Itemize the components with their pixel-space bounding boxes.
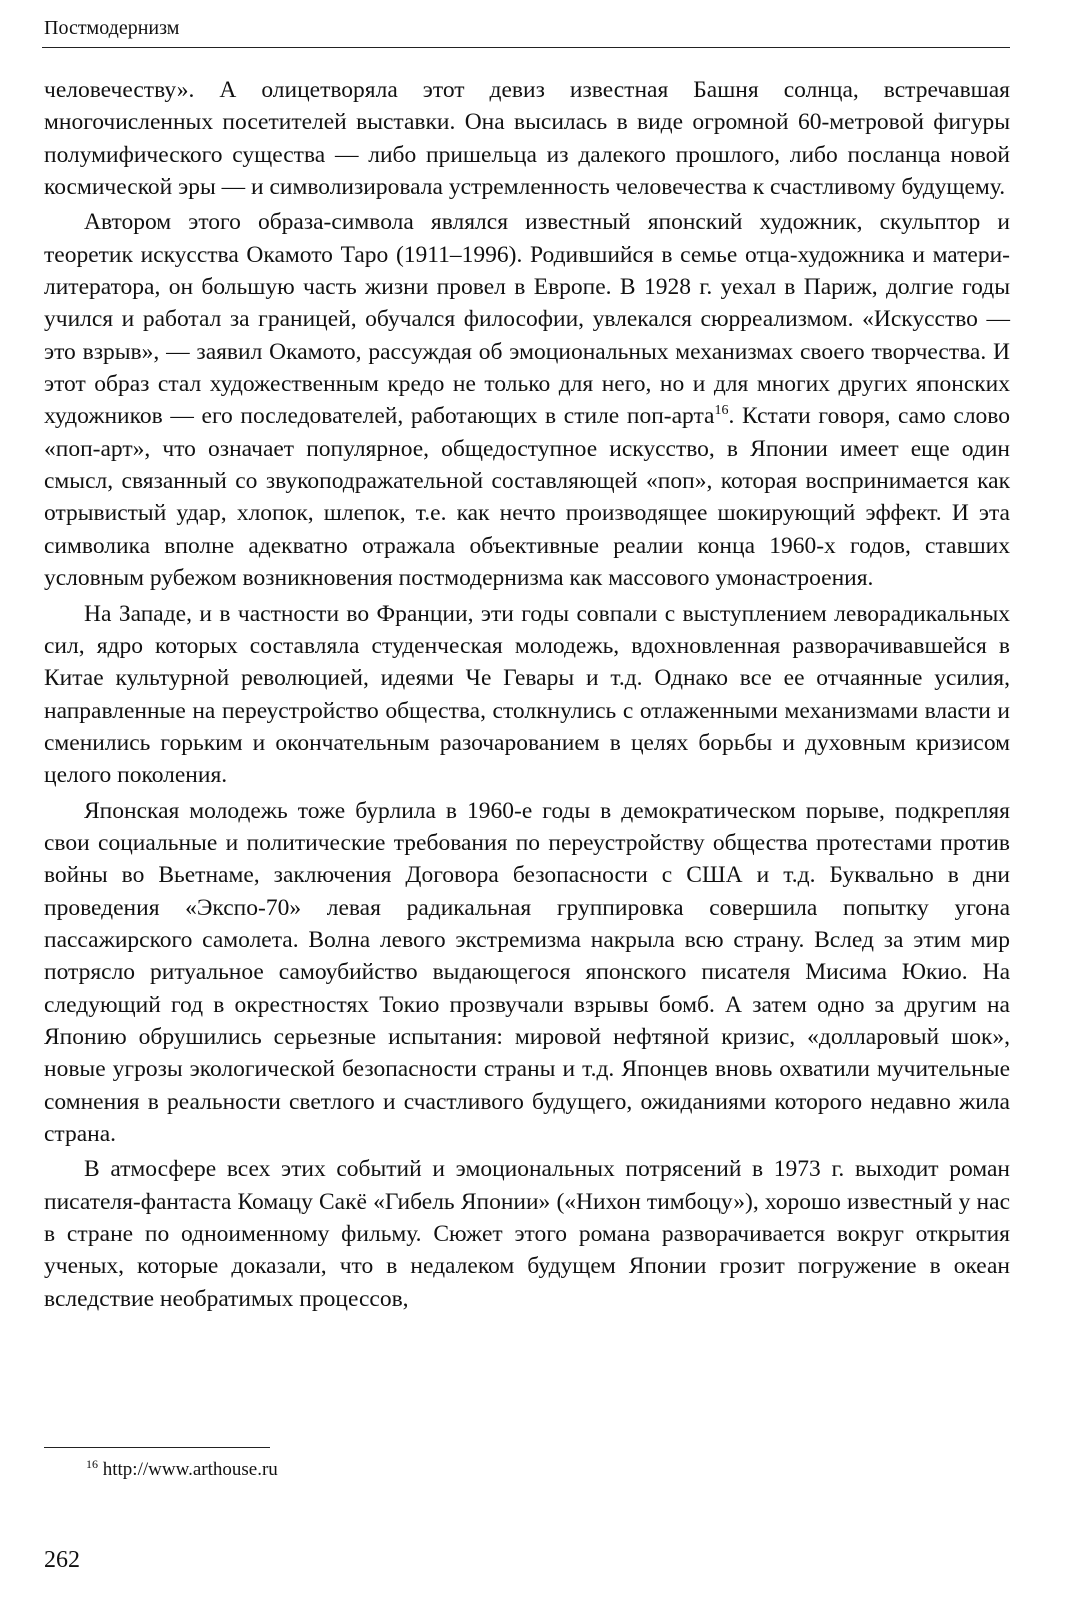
paragraph-5: В атмосфере всех этих событий и эмоциональных потрясений в 1973 г. выходит роман писателя-фантаста Комацу Сакё «Гибель Японии» («Нихон тимбоцу»), хорошо известный у нас в стране по одноименному фильму. Сюжет этого романа разворачивается вокруг открытия ученых, которые доказали, что в недалеком будущем Японии грозит погружение в океан вследствие необратимых процессов, [44,1156,1010,1312]
footnote-number: 16 [86,1457,98,1471]
body-text [44,74,1010,1315]
paragraph-3: На Западе, и в частности во Франции, эти годы совпали с выступлением леворадикальных сил, ядро которых составляла студенческая молодежь, вдохновленная разворачивавшейся в Китае культурной революцией, идеями Че Гевары и т.д. Однако все ее отчаянные усилия, направленные на переустройство общества, столкнулись с отлаженными механизмами власти и сменились горьким и окончательным разочарованием в целях борьбы и духовным кризисом целого поколения. [44,600,1010,789]
paragraph-2-text-before: Автором этого образа-символа являлся известный японский художник, скульптор и теоретик искусства Окамото Таро (1911–1996). Родившийся в семье отца-художника и матери-литератора, он большую часть жизни провел в Европе. В 1928 г. уехал в Париж, долгие годы учился и работал за границей, обучался философии, увлекался сюрреализмом. «Искусство — это взрыв», — заявил Окамото, рассуждая об эмоциональных механизмах своего творчества. И этот образ стал художественным кредо не только для него, но и для многих других японских художников — его последователей, работающих в стиле поп-арта [44,209,1010,430]
page-number: 262 [44,1547,80,1573]
paragraph-2 [44,206,1010,594]
footnote-rule [44,1447,270,1448]
footnote-link[interactable]: http://www.arthouse.ru [102,1459,278,1480]
footnote [86,1458,278,1482]
footnote-ref[interactable]: 16 [714,403,729,419]
paragraph-1: человечеству». А олицетворяла этот девиз известная Башня солнца, встречавшая многочисленных посетителей выставки. Она высилась в виде огромной 60-метровой фигуры полумифического существа — либо пришельца из далекого прошлого, либо посланца новой космической эры — и символизировала устремленность человечества к счастливому будущему. [44,77,1010,201]
paragraph-4: Японская молодежь тоже бурлила в 1960-е годы в демократическом порыве, подкрепляя свои социальные и политические требования по переустройству общества протестами против войны во Вьетнаме, заключения Договора безопасности с США и т.д. Буквально в дни проведения «Экспо-70» левая радикальная группировка совершила попытку угона пассажирского самолета. Волна левого экстремизма накрыла всю страну. Вслед за этим мир потрясло ритуальное самоубийство выдающегося японского писателя Мисима Юкио. На следующий год в окрестностях Токио прозвучали взрывы бомб. А затем одно за другим на Японию обрушились серьезные испытания: мировой нефтяной кризис, «долларовый шок», новые угрозы экологической безопасности страны и т.д. Японцев вновь охватили мучительные сомнения в реальности светлого и счастливого будущего, ожиданиями которого недавно жила страна. [44,797,1010,1147]
paragraph-2-text-after: . Кстати говоря, само слово «поп-арт», что означает популярное, общедоступное искусство, в Японии имеет еще один смысл, связанный со звукоподражательной составляющей «поп», которая воспринимается как отрывистый удар, хлопок, шлепок, т.е. как нечто производящее шокирующий эффект. И эта символика вполне адекватно отражала объективные реалии конца 1960-х годов, ставших условным рубежом возникновения постмодернизма как массового умонастроения. [44,403,1010,592]
running-head: Постмодернизм [44,17,180,39]
header-rule [42,47,1010,48]
